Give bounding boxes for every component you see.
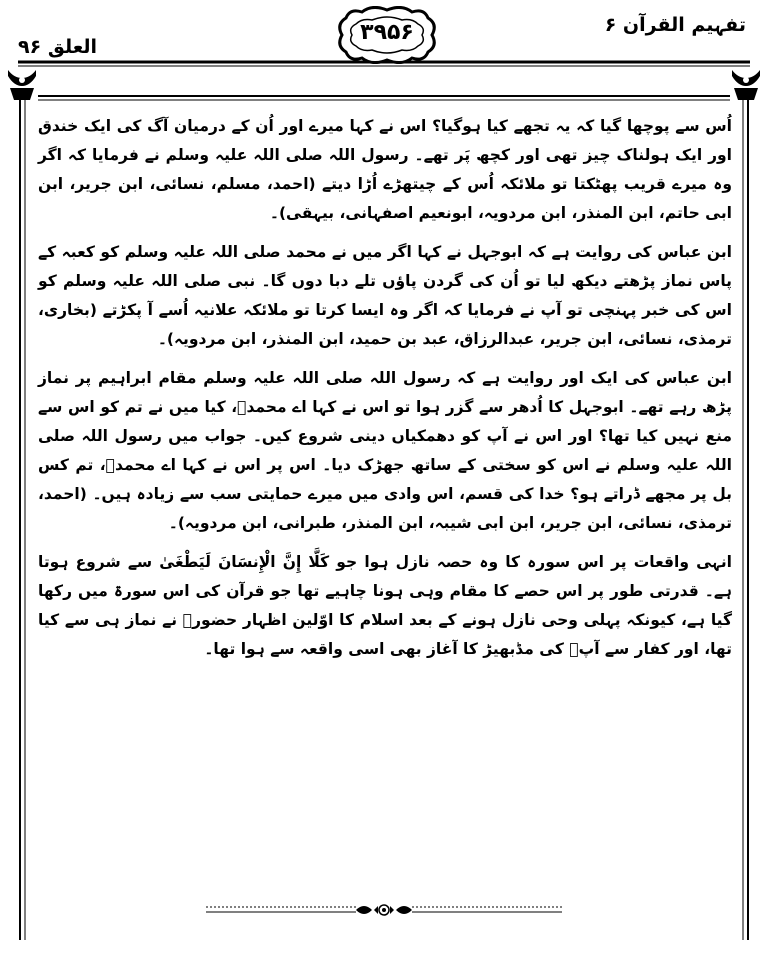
end-ornament-divider — [206, 898, 562, 922]
page-number: ۳۹۵۶ — [360, 20, 414, 45]
right-capital-ornament — [732, 70, 760, 100]
surah-name: العلق ۹۶ — [18, 36, 98, 58]
book-title: تفہیم القرآن ۶ — [604, 14, 746, 36]
paragraph-2: ابن عباس کی روایت ہے کہ ابوجہل نے کہا اگر میں نے محمد صلی اللہ علیہ وسلم کو کعبہ کے پاس نماز پڑھتے دیکھ لیا تو اُن کی گردن پاؤں تلے دبا دوں گا۔ نبی صلی اللہ علیہ وسلم کو اس کی خبر پہنچی تو آپ نے فرمایا کہ اگر وہ ایسا کرتا تو ملائکہ علانیہ اُسے آ پکڑتے (بخاری، ترمذی، نسائی، ابن جریر، عبدالرزاق، عبد بن حمید، ابن المنذر، ابن مردویہ)۔ — [38, 243, 732, 348]
paragraph-1: اُس سے پوچھا گیا کہ یہ تجھے کیا ہوگیا؟ اس نے کہا میرے اور اُن کے درمیان آگ کی ایک خندق اور ایک ہولناک چیز تھی اور کچھ پَر تھے۔ رسول اللہ صلی اللہ علیہ وسلم نے فرمایا کہ اگر وہ میرے قریب پھٹکتا تو ملائکہ اُس کے چیتھڑے اُڑا دیتے (احمد، مسلم، نسائی، ابن جریر، ابن ابی حاتم، ابن المنذر، ابن مردویہ، ابونعیم اصفہانی، بیہقی)۔ — [38, 117, 732, 222]
paragraph-4: انہی واقعات پر اس سورہ کا وہ حصہ نازل ہوا جو كَلَّا إِنَّ الْإِنسَانَ لَيَطْغَىٰ سے شروع ہوتا ہے۔ قدرتی طور پر اس حصے کا مقام وہی ہونا چاہیے تھا جو قرآن کی اس سورۃ میں رکھا گیا ہے، کیونکہ پہلی وحی نازل ہونے کے بعد اسلام کا اوّلین اظہار حضورؐ نے نماز ہی سے کیا تھا، اور کفار سے آپؐ کی مڈبھیڑ کا آغاز بھی اسی واقعہ سے ہوا تھا۔ — [38, 553, 732, 658]
left-capital-ornament — [8, 70, 36, 100]
paragraph-3: ابن عباس کی ایک اور روایت ہے کہ رسول اللہ صلی اللہ علیہ وسلم مقام ابراہیم پر نماز پڑھ رہے تھے۔ ابوجہل کا اُدھر سے گزر ہوا تو اس نے کہا اے محمدؐ، کیا میں نے تم کو اس سے منع نہیں کیا تھا؟ اور اس نے آپ کو دھمکیاں دینی شروع کیں۔ جواب میں رسول اللہ صلی اللہ علیہ وسلم نے اس کو سختی کے ساتھ جھڑک دیا۔ اس پر اس نے کہا اے محمدؐ، تم کس بل پر مجھے ڈراتے ہو؟ خدا کی قسم، اس وادی میں میرے حمایتی سب سے زیادہ ہیں۔ (احمد، ترمذی، نسائی، ابن جریر، ابن ابی شیبہ، ابن المنذر، طبرانی، ابن مردویہ)۔ — [38, 369, 732, 532]
page-header — [0, 0, 768, 70]
page-number-badge — [332, 6, 442, 64]
page-body — [38, 112, 732, 674]
